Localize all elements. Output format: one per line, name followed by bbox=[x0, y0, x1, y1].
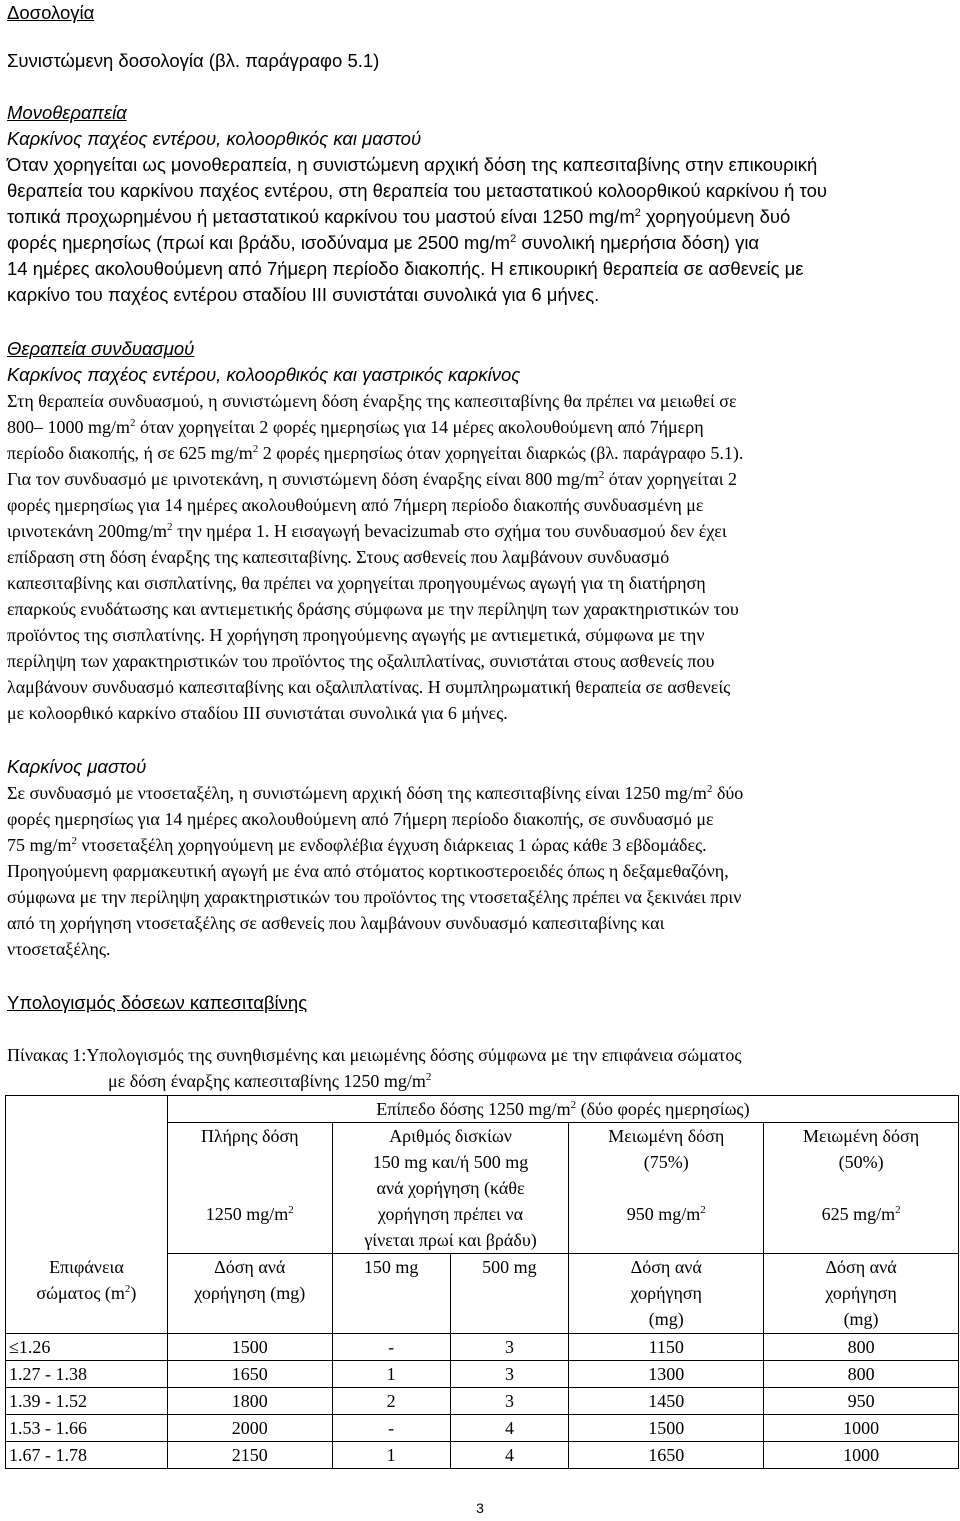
breast-line-3: 75 $mg/m^2$ ντοσεταξέλη χορηγούμενη με ενδοφλέβια έγχυση διάρκειας 1 ώρας κάθε 3 εβδομάδες. bbox=[7, 835, 707, 855]
table-cell: 1300 bbox=[569, 1361, 764, 1388]
combo-line-3: περίοδο διακοπής, ή σε 625 $mg/m^2$ 2 φορές ημερησίως όταν χορηγείται διαρκώς (βλ. παράγραφο 5.1). bbox=[7, 443, 744, 463]
breast-line-6: από τη χορήγηση ντοσεταξέλης σε ασθενείς που λαμβάνουν συνδυασμό καπεσιταβίνης και bbox=[7, 913, 665, 933]
table-cell: 1000 bbox=[764, 1415, 959, 1442]
combo-line-11: περίληψη των χαρακτηριστικών του προϊόντος της οξαλιπλατίνας, συνιστάται στους ασθενείς που bbox=[7, 651, 715, 671]
dose-level-header: Επίπεδο δόσης 1250 $mg/m^2$ (δύο φορές ημερησίως) bbox=[167, 1096, 958, 1123]
table-cell: - bbox=[332, 1415, 450, 1442]
table-cell: 1 bbox=[332, 1361, 450, 1388]
table-cell: 1450 bbox=[569, 1388, 764, 1415]
table-cell: 3 bbox=[450, 1388, 569, 1415]
mono-line-1: Όταν χορηγείται ως μονοθεραπεία, η συνιστώμενη αρχική δόση της καπεσιταβίνης στην επικουρική bbox=[7, 154, 818, 175]
table-header-empty bbox=[6, 1096, 168, 1123]
table-caption-2: με δόση έναρξης καπεσιταβίνης 1250 $mg/m^2$ bbox=[108, 1071, 432, 1091]
table-row bbox=[6, 1334, 959, 1361]
table-row bbox=[6, 1388, 959, 1415]
table-cell: 950 bbox=[764, 1388, 959, 1415]
table-header-row-3 bbox=[6, 1254, 959, 1334]
table-cell: - bbox=[332, 1334, 450, 1361]
tab-150-header: 150 mg bbox=[332, 1254, 450, 1334]
table-cell: 3 bbox=[450, 1334, 569, 1361]
table-cell: 4 bbox=[450, 1442, 569, 1469]
breast-line-5: σύμφωνα με την περίληψη χαρακτηριστικών του προϊόντος της ντοσεταξέλης πρέπει να ξεκινάει πριν bbox=[7, 887, 742, 907]
table-header-spacer bbox=[6, 1123, 168, 1254]
breast-line-1: Σε συνδυασμό με ντοσεταξέλη, η συνιστώμενη αρχική δόση της καπεσιταβίνης είναι 1250 $mg/m^2$ δύο bbox=[7, 783, 744, 803]
combo-line-2: 800– 1000 $mg/m^2$ όταν χορηγείται 2 φορές ημερησίως για 14 μέρες ακολουθούμενη από 7ήμερη bbox=[7, 417, 704, 437]
table-cell: 4 bbox=[450, 1415, 569, 1442]
table-cell: 1650 bbox=[569, 1442, 764, 1469]
reduced-50-header: Μειωμένη δόση (50%) 625 $mg/m^2$ bbox=[764, 1123, 959, 1254]
table-cell: 2150 bbox=[167, 1442, 332, 1469]
dose-table bbox=[5, 1095, 959, 1469]
table-cell: 3 bbox=[450, 1361, 569, 1388]
dose-50-header: Δόση ανά χορήγηση (mg) bbox=[764, 1254, 959, 1334]
table-cell: 800 bbox=[764, 1361, 959, 1388]
combo-line-1: Στη θεραπεία συνδυασμού, η συνιστώμενη δόση έναρξης της καπεσιταβίνης θα πρέπει να μειωθεί σε bbox=[7, 391, 737, 411]
recommended-dosage: Συνιστώμενη δοσολογία (βλ. παράγραφο 5.1) bbox=[7, 50, 380, 71]
table-row bbox=[6, 1415, 959, 1442]
table-cell: 1800 bbox=[167, 1388, 332, 1415]
bsa-cell: 1.39 - 1.52 bbox=[6, 1388, 168, 1415]
table-header-row-2 bbox=[6, 1123, 959, 1254]
dose-per-admin-header: Δόση ανά χορήγηση (mg) bbox=[167, 1254, 332, 1334]
mono-line-2: θεραπεία του καρκίνου παχέος εντέρου, στη θεραπεία του μεταστατικού κολοορθικού καρκίνου ή του bbox=[7, 180, 827, 201]
combo-line-5: φορές ημερησίως για 14 ημέρες ακολουθούμενη από 7ήμερη περίοδο διακοπής συνδυασμένη με bbox=[7, 495, 704, 515]
mono-line-5: 14 ημέρες ακολουθούμενη από 7ήμερη περίοδο διακοπής. Η επικουρική θεραπεία σε ασθενείς με bbox=[7, 258, 804, 279]
table-cell: 1 bbox=[332, 1442, 450, 1469]
dose-75-header: Δόση ανά χορήγηση (mg) bbox=[569, 1254, 764, 1334]
tablets-header: Αριθμός δισκίων 150 mg και/ή 500 mg ανά χορήγηση (κάθε χορήγηση πρέπει να γίνεται πρωί και βράδυ) bbox=[332, 1123, 569, 1254]
calc-title: Υπολογισμός δόσεων καπεσιταβίνης bbox=[7, 992, 308, 1013]
breast-title: Καρκίνος μαστού bbox=[7, 756, 147, 777]
combo-line-9: επαρκούς ενυδάτωσης και αντιεμετικής δράσης σύμφωνα με την περίληψη των χαρακτηριστικών του bbox=[7, 599, 739, 619]
combo-line-10: προϊόντος της σισπλατίνης. Η χορήγηση προηγούμενης αγωγής με αντιεμετικά, σύμφωνα με την bbox=[7, 625, 705, 645]
mono-line-6: καρκίνο του παχέος εντέρου σταδίου ΙΙΙ συνιστάται συνολικά για 6 μήνες. bbox=[7, 284, 600, 305]
combo-line-6: ιρινοτεκάνη $200mg/m^2$ την ημέρα 1. Η εισαγωγή bevacizumab στο σχήμα του συνδυασμού δεν έχει bbox=[7, 521, 727, 541]
table-cell: 800 bbox=[764, 1334, 959, 1361]
table-cell: 1150 bbox=[569, 1334, 764, 1361]
reduced-75-header: Μειωμένη δόση (75%) 950 $mg/m^2$ bbox=[569, 1123, 764, 1254]
tab-500-header: 500 mg bbox=[450, 1254, 569, 1334]
bsa-header: Επιφάνεια σώματος $(m^2)$ bbox=[6, 1254, 168, 1334]
breast-line-2: φορές ημερησίως για 14 ημέρες ακολουθούμενη από 7ήμερη περίοδο διακοπής, σε συνδυασμό με bbox=[7, 809, 714, 829]
section-title: Δοσολογία bbox=[7, 2, 95, 23]
combo-line-13: με κολοορθικό καρκίνο σταδίου ΙΙΙ συνιστάται συνολικά για 6 μήνες. bbox=[7, 703, 508, 723]
combo-subtitle: Καρκίνος παχέος εντέρου, κολοορθικός και γαστρικός καρκίνος bbox=[7, 364, 521, 385]
bsa-cell: ≤1.26 bbox=[6, 1334, 168, 1361]
page-number: 3 bbox=[476, 1500, 484, 1516]
table-cell: 1500 bbox=[569, 1415, 764, 1442]
combo-title: Θεραπεία συνδυασμού bbox=[7, 338, 195, 359]
mono-subtitle: Καρκίνος παχέος εντέρου, κολοορθικός και μαστού bbox=[7, 128, 422, 149]
mono-title: Μονοθεραπεία bbox=[7, 102, 127, 123]
table-cell: 1650 bbox=[167, 1361, 332, 1388]
combo-line-8: καπεσιταβίνης και σισπλατίνης, θα πρέπει να χορηγείται προηγουμένως αγωγή για τη διατήρηση bbox=[7, 573, 706, 593]
table-caption-1: Πίνακας 1:Υπολογισμός της συνηθισμένης και μειωμένης δόσης σύμφωνα με την επιφάνεια σώματος bbox=[7, 1045, 742, 1065]
table-cell: 1500 bbox=[167, 1334, 332, 1361]
bsa-cell: 1.67 - 1.78 bbox=[6, 1442, 168, 1469]
table-cell: 2 bbox=[332, 1388, 450, 1415]
combo-line-7: επίδραση στη δόση έναρξης της καπεσιταβίνης. Στους ασθενείς που λαμβάνουν συνδυασμό bbox=[7, 547, 670, 567]
table-cell: 1000 bbox=[764, 1442, 959, 1469]
mono-line-3: τοπικά προχωρημένου ή μεταστατικού καρκίνου του μαστού είναι 1250 $mg/m^2$ χορηγούμενη δυό bbox=[7, 206, 791, 227]
mono-line-4: φορές ημερησίως (πρωί και βράδυ, ισοδύναμα με 2500 $mg/m^2$ συνολική ημερήσια δόση) για bbox=[7, 232, 760, 253]
combo-line-4: Για τον συνδυασμό με ιρινοτεκάνη, η συνιστώμενη δόση έναρξης είναι 800 $mg/m^2$ όταν χορηγείται 2 bbox=[7, 469, 738, 489]
combo-line-12: λαμβάνουν συνδυασμό καπεσιταβίνης και οξαλιπλατίνας. Η συμπληρωματική θεραπεία σε ασθενείς bbox=[7, 677, 731, 697]
bsa-cell: 1.53 - 1.66 bbox=[6, 1415, 168, 1442]
breast-line-7: ντοσεταξέλης. bbox=[7, 939, 111, 959]
table-row bbox=[6, 1442, 959, 1469]
full-dose-header: Πλήρης δόση 1250 $mg/m^2$ bbox=[167, 1123, 332, 1254]
bsa-cell: 1.27 - 1.38 bbox=[6, 1361, 168, 1388]
table-cell: 2000 bbox=[167, 1415, 332, 1442]
table-row bbox=[6, 1361, 959, 1388]
breast-line-4: Προηγούμενη φαρμακευτική αγωγή με ένα από στόματος κορτικοστεροειδές όπως η δεξαμεθαζόνη, bbox=[7, 861, 729, 881]
table-header-row-1 bbox=[6, 1096, 959, 1123]
